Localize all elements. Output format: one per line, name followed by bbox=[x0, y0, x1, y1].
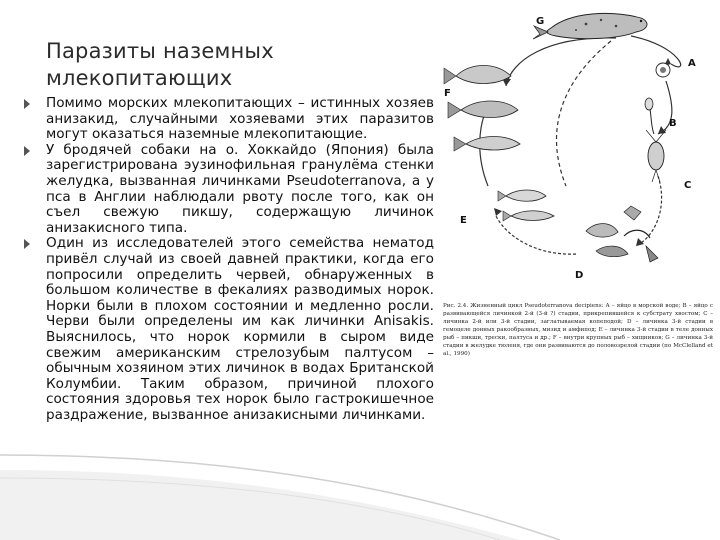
figure-caption: Рис. 2.4. Жизненный цикл Pseudoterranova decipiens: А – яйцо в морской воде; В – яйцо с развивающейся личинкой 2-й (3-й ?) стадии, прикрепившейся к субстрату хвостом; С – личинка 2-й или 3-й стадии, заглатываемая копеподой; D – личинка 3-й стадии в гемоцеле донных ракообразных, мизид и амфипод; E – личинка 3-й стадии в теле донных рыб – пикши, трески, палтуса и др.; F – внутри крупных рыб – хищников; G – личинка 3-й стадии в желудке тюленя, где они развиваются до половозрелой стадии (по McClelland et al., 1990) bbox=[443, 302, 713, 358]
label-c: C bbox=[684, 180, 692, 191]
title-line-2: млекопитающих bbox=[46, 66, 233, 90]
arrow-d-to-e bbox=[496, 216, 576, 254]
bullet-item bbox=[22, 143, 434, 237]
triangle-bullet-icon bbox=[24, 146, 30, 156]
bullet-item bbox=[22, 236, 434, 423]
label-e: E bbox=[460, 215, 467, 226]
arrow-g-inner bbox=[556, 41, 611, 186]
triangle-bullet-icon bbox=[24, 99, 30, 109]
bullet-text: Помимо морских млекопитающих – истинных хозяев анизакид, случайными хозяевами этих паразитов могут оказаться наземные млекопитающие. bbox=[46, 95, 434, 143]
attached-larva-icon bbox=[645, 98, 654, 134]
arrow-heads bbox=[484, 58, 671, 246]
label-f: F bbox=[444, 88, 451, 99]
arrow-f-to-g bbox=[506, 38, 616, 86]
slide-title bbox=[46, 38, 426, 92]
bullet-item bbox=[22, 96, 434, 143]
egg-icon bbox=[656, 63, 670, 77]
arrow-g-to-a bbox=[631, 36, 681, 67]
life-cycle-diagram bbox=[436, 6, 714, 296]
label-g: G bbox=[536, 16, 545, 27]
bullet-text: Один из исследователей этого семейства нематод привёл случай из своей давней практики, когда его попросили определить червей, обнаруженных в большом количестве в фекалиях разводимых норок. Норки были в плохом состоянии и медленно росли. Черви были определены им как личинки Anisakis. Выяснилось, что норок кормили в сыром виде свежим американским стрелозубым палтусом – обычным хозяином этих личинок в водах Британской Колумбии. Таким образом, причиной плохого состояния здоровья тех норок было гастрокишечное раздражение, вызванное анизакисными личинками. bbox=[46, 235, 434, 423]
label-d: D bbox=[575, 270, 584, 281]
label-b: B bbox=[669, 118, 677, 129]
title-line-1: Паразиты наземных bbox=[46, 39, 274, 63]
bullet-text: У бродячей собаки на о. Хоккайдо (Япония) была зарегистрирована эузинофильная гранулёма стенки желудка, вызванная личинками Pseudoterranova, а у пса в Англии наблюдали рвоту после того, как он съел свежую пикшу, содержащую личинок анизакисного типа. bbox=[46, 141, 434, 236]
crustaceans-icon bbox=[586, 206, 658, 262]
copepod-icon bbox=[646, 130, 666, 182]
triangle-bullet-icon bbox=[24, 239, 30, 249]
label-a: A bbox=[688, 58, 696, 69]
bullet-list bbox=[22, 96, 434, 423]
seal-icon bbox=[533, 13, 647, 39]
small-fish-icon bbox=[498, 190, 554, 221]
